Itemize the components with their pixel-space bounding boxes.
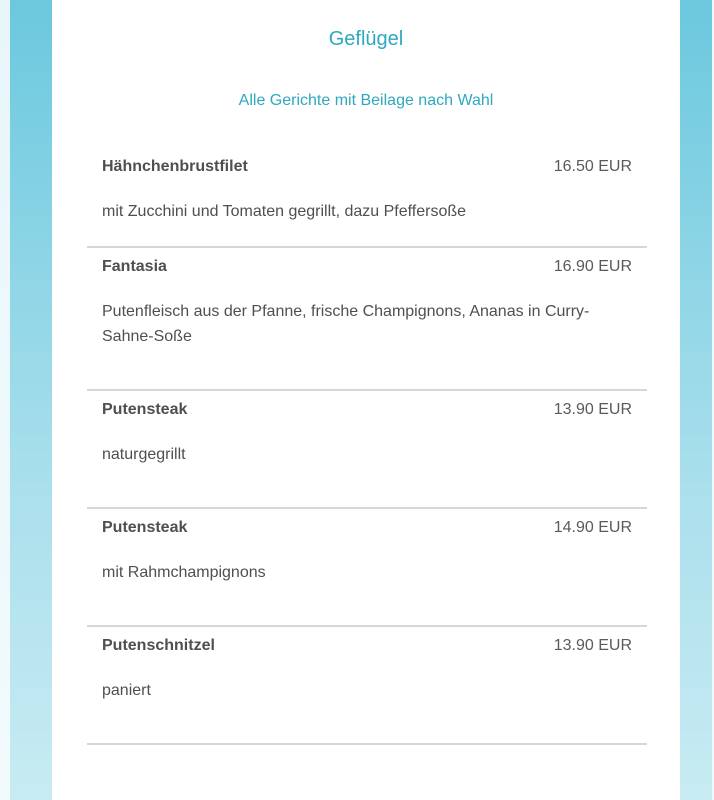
dish-price: 14.90 EUR bbox=[553, 519, 632, 536]
dish-item bbox=[87, 248, 647, 391]
dish-item bbox=[87, 509, 647, 627]
dish-list bbox=[87, 148, 647, 745]
dish-name: Fantasia bbox=[102, 258, 167, 275]
dish-price: 16.50 EUR bbox=[553, 158, 632, 175]
dish-description: Putenfleisch aus der Pfanne, frische Champignons, Ananas in Curry-Sahne-Soße bbox=[102, 303, 590, 345]
dish-item bbox=[87, 627, 647, 745]
dish-price: 13.90 EUR bbox=[553, 637, 632, 654]
dish-name: Putensteak bbox=[102, 401, 188, 418]
dish-item bbox=[87, 148, 647, 248]
decorative-gradient-left bbox=[10, 0, 52, 800]
dish-price: 13.90 EUR bbox=[553, 401, 632, 418]
dish-description: paniert bbox=[102, 682, 151, 699]
dish-name: Hähnchenbrustfilet bbox=[102, 158, 248, 175]
decorative-gradient-right bbox=[680, 0, 714, 800]
dish-description: mit Zucchini und Tomaten gegrillt, dazu Pfeffersoße bbox=[102, 203, 467, 220]
page-edge-left bbox=[0, 0, 10, 800]
menu-section-title: Geflügel bbox=[328, 28, 404, 50]
dish-description: mit Rahmchampignons bbox=[102, 564, 266, 581]
dish-price: 16.90 EUR bbox=[553, 258, 632, 275]
dish-description: naturgegrillt bbox=[102, 446, 186, 463]
dish-item bbox=[87, 391, 647, 509]
menu-card bbox=[52, 0, 680, 800]
menu-section-subtitle: Alle Gerichte mit Beilage nach Wahl bbox=[238, 92, 494, 109]
dish-name: Putensteak bbox=[102, 519, 188, 536]
dish-name: Putenschnitzel bbox=[102, 637, 215, 654]
